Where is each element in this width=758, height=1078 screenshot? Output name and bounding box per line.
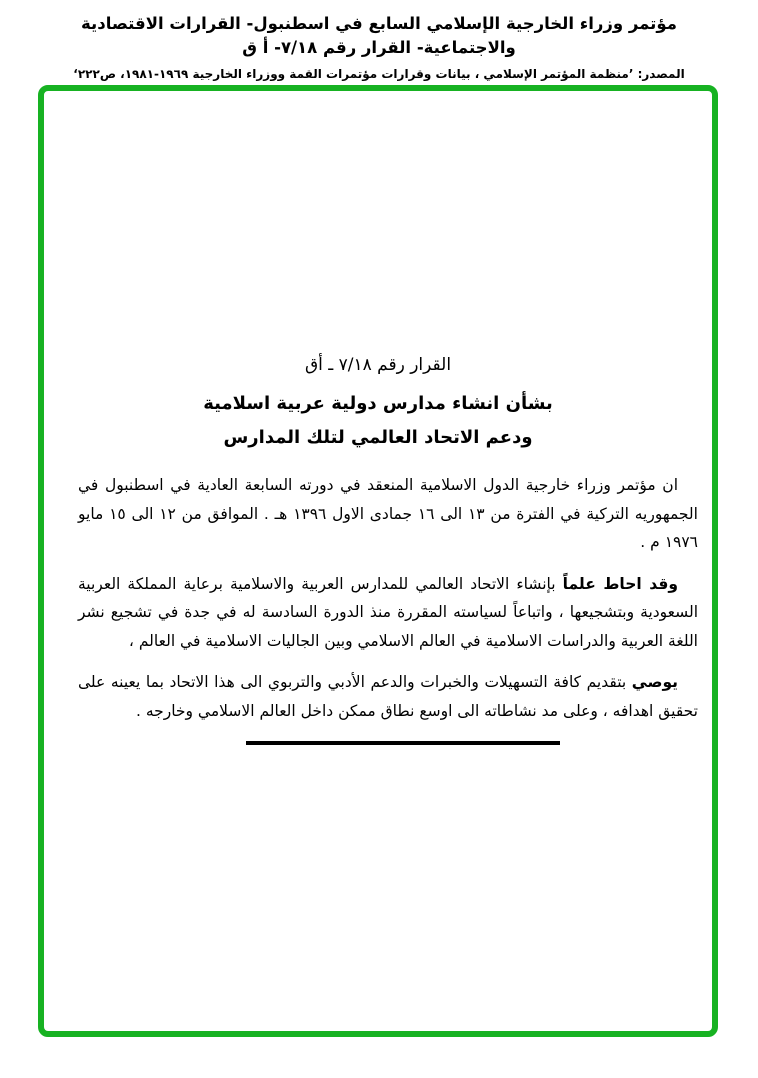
paragraph-recommendation-lead: يوصي bbox=[631, 673, 678, 691]
paragraph-acknowledgement-lead: وقد احاط علماً bbox=[562, 574, 678, 593]
paragraph-acknowledgement bbox=[78, 570, 698, 656]
document-frame bbox=[38, 85, 718, 1037]
resolution-subject-line-1: بشأن انشاء مدارس دولية عربية اسلامية bbox=[203, 393, 553, 414]
paragraph-recommendation-text: بتقديم كافة التسهيلات والخبرات والدعم الأدبي والتربوي الى هذا الاتحاد بما يعينه على تحقيق اهدافه ، وعلى مد نشاطاته الى اوسع نطاق ممكن داخل العالم الاسلامي وخارجه . bbox=[78, 673, 698, 720]
header-title: مؤتمر وزراء الخارجية الإسلامي السابع في اسطنبول- القرارات الاقتصادية والاجتماعية- القرار رقم ٧/١٨- أ ق bbox=[81, 14, 677, 57]
paragraph-recommendation bbox=[78, 668, 698, 725]
paragraph-preamble-text: ان مؤتمر وزراء خارجية الدول الاسلامية المنعقد في دورته السابعة العادية في اسطنبول في الجمهوريه التركية في الفترة من ١٣ الى ١٦ جمادى الاول ١٣٩٦ هـ . الموافق من ١٢ الى ١٥ مايو ١٩٧٦ م . bbox=[78, 476, 698, 551]
paragraph-preamble bbox=[78, 471, 698, 557]
document-header bbox=[0, 12, 758, 83]
frame-content bbox=[44, 91, 712, 745]
resolution-number-line: القرار رقم ٧/١٨ ـ أق bbox=[304, 355, 452, 375]
resolution-body bbox=[78, 471, 698, 725]
resolution-subject-line-2: ودعم الاتحاد العالمي لتلك المدارس bbox=[223, 427, 533, 448]
separator-line bbox=[246, 741, 560, 745]
header-source-line: المصدر: ’منظمة المؤتمر الإسلامي ، بيانات وقرارات مؤتمرات القمة ووزراء الخارجية ١٩٦٩-١٩٨١، ص٢٢٢‘ bbox=[73, 67, 685, 81]
paragraph-acknowledgement-text: بإنشاء الاتحاد العالمي للمدارس العربية والاسلامية برعاية المملكة العربية السعودية وبتشجيعها ، واتباعاً لسياسته المقررة منذ الدورة السادسة له في جدة في تشجيع نشر اللغة العربية والدراسات الاسلامية في العالم الاسلامي وبين الجاليات الاسلامية في العالم ، bbox=[78, 574, 698, 650]
